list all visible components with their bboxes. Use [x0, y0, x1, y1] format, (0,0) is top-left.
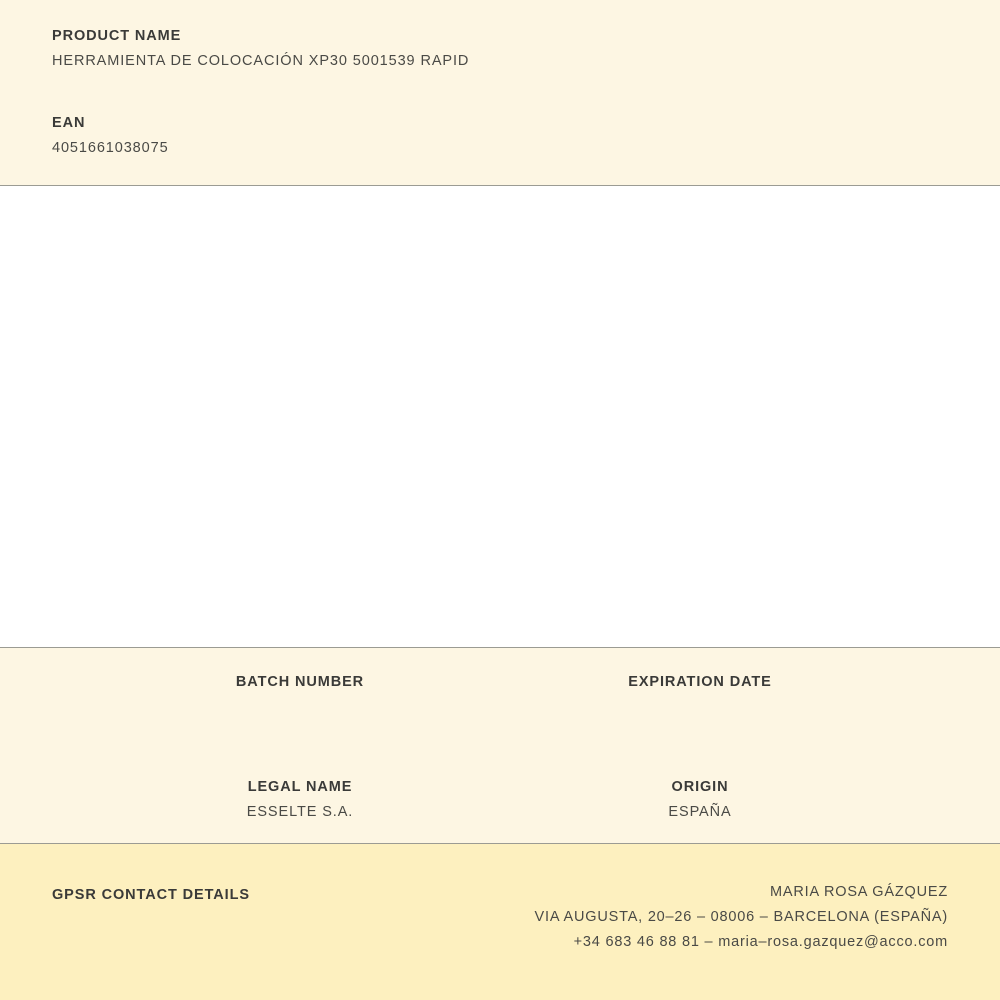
- legal-name-value: ESSELTE S.A.: [246, 804, 354, 820]
- gpsr-contact-phone-email: +34 683 46 88 81 – maria–rosa.gazquez@acco.com: [573, 934, 948, 950]
- batch-number-cell: [100, 674, 500, 717]
- product-details-section: [0, 648, 1000, 844]
- expiration-date-label: EXPIRATION DATE: [628, 674, 772, 690]
- origin-label: ORIGIN: [671, 779, 729, 795]
- ean-label: EAN: [52, 115, 86, 131]
- gpsr-contact-details: [535, 884, 948, 950]
- expiration-date-cell: [500, 674, 900, 717]
- details-spacer-left-2: [0, 779, 100, 822]
- origin-value: ESPAÑA: [668, 804, 732, 820]
- legal-name-cell: [100, 779, 500, 822]
- product-image-area: [0, 186, 1000, 648]
- ean-value: 4051661038075: [52, 140, 169, 156]
- product-name-block: [52, 28, 948, 69]
- product-name-value: HERRAMIENTA DE COLOCACIÓN XP30 5001539 RAPID: [52, 53, 470, 69]
- legal-name-label: LEGAL NAME: [247, 779, 353, 795]
- gpsr-contact-address: VIA AUGUSTA, 20–26 – 08006 – BARCELONA (ESPAÑA): [534, 909, 948, 925]
- details-row-legal-origin: [0, 779, 1000, 822]
- product-name-label: PRODUCT NAME: [52, 28, 182, 44]
- batch-number-value: [100, 699, 500, 717]
- details-row-batch-expiration: [0, 674, 1000, 717]
- details-spacer-left: [0, 674, 100, 717]
- gpsr-contact-title: GPSR CONTACT DETAILS: [52, 887, 250, 903]
- gpsr-contact-section: [0, 844, 1000, 1000]
- expiration-date-value: [500, 699, 900, 717]
- origin-cell: [500, 779, 900, 822]
- product-header-section: [0, 0, 1000, 186]
- ean-block: [52, 115, 948, 156]
- gpsr-contact-name: MARIA ROSA GÁZQUEZ: [770, 884, 948, 900]
- batch-number-label: BATCH NUMBER: [235, 674, 365, 690]
